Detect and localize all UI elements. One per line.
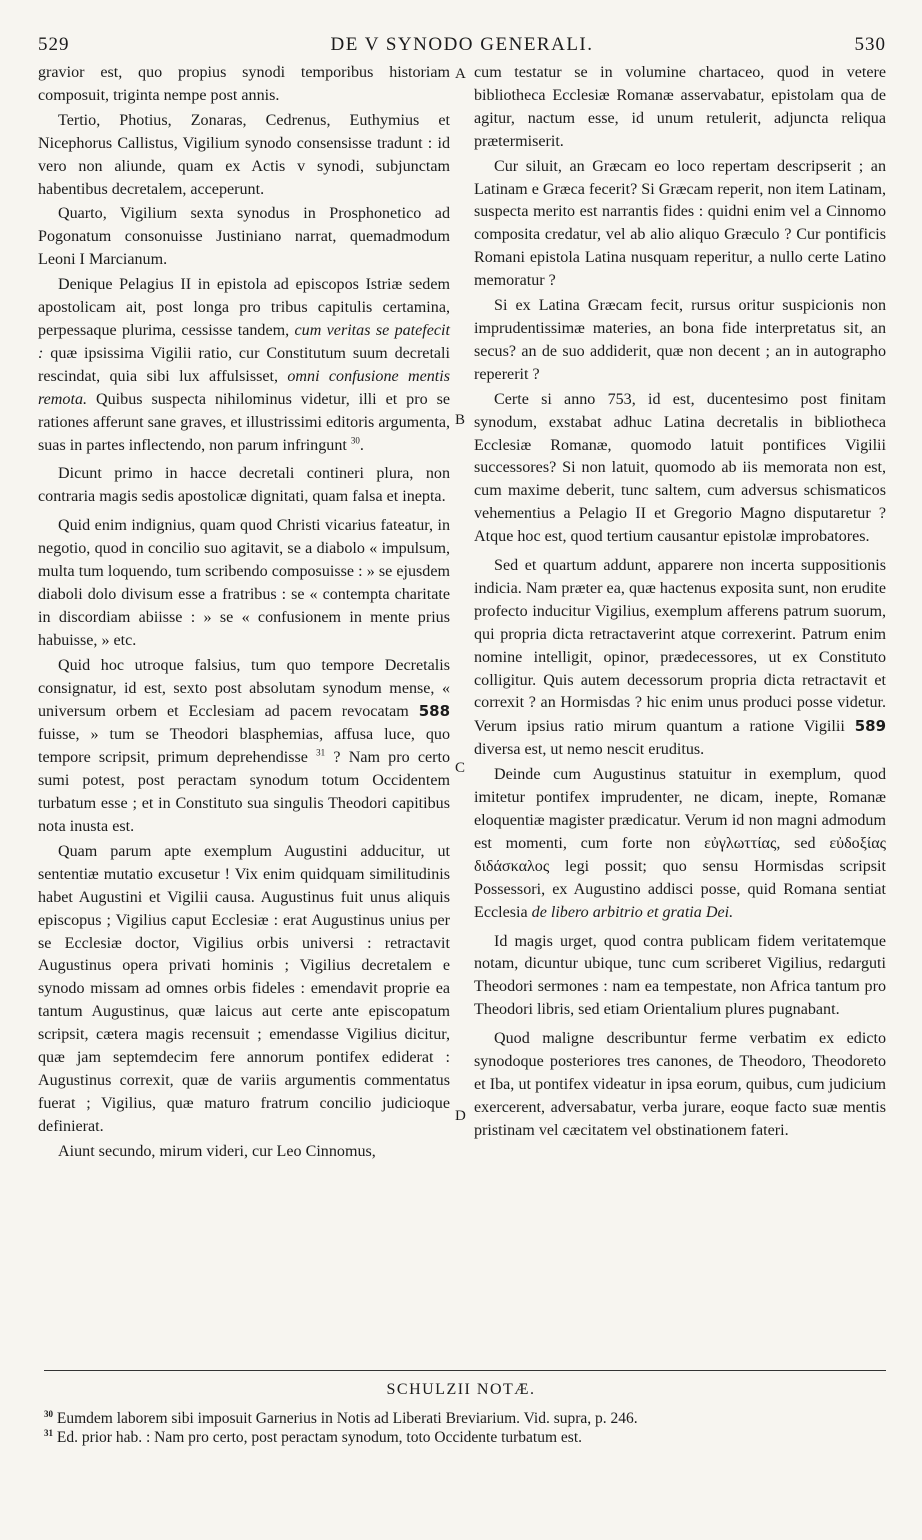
footnotes bbox=[44, 1409, 886, 1447]
footnote-ref[interactable]: 31 bbox=[316, 747, 326, 758]
footnote-number: 31 bbox=[44, 1428, 53, 1438]
text-run: Quibus suspecta nihilominus videtur, illi et pro se rationes afferunt sane graves, et illustrissimi editoris argumenta, suas in partes inflectendo, non parum infringunt bbox=[38, 390, 450, 454]
margin-marker-d: D bbox=[455, 1108, 466, 1124]
text-run: Sed et quartum addunt, apparere non incerta suppositionis indicia. Nam præter ea, quæ hactenus exposita sunt, non erudite profecto inducitur Vigilius, exemplum afferens patrum suorum, qui propria dicta retractaverint atque correxerint. Patrum enim nomine intelligit, opinor, prædecessores, ut ex Constituto colligitur. Quis autem decessorum propria dicta retractavit et correxit ? an Hormisdas ? hic enim unus produci posse videtur. Verum ipsius ratio mirum quantum a ratione Vigilii bbox=[474, 557, 886, 736]
footnote-30 bbox=[44, 1409, 886, 1428]
left-column bbox=[38, 62, 450, 1166]
footnote-ref[interactable]: 30 bbox=[350, 435, 360, 446]
italic-run: cum veritas se patefecit : bbox=[38, 321, 450, 362]
text-run: . bbox=[359, 436, 364, 454]
right-column bbox=[474, 62, 886, 1145]
paragraph bbox=[38, 655, 450, 839]
paragraph: Dicunt primo in hacce decretali contineri plura, non contraria magis sedis apostolicæ dignitati, quam falsa et inepta. bbox=[38, 465, 450, 506]
original-page-number: 588 bbox=[418, 702, 451, 721]
text-run: Quid hoc utroque falsius, tum quo tempore Decretalis consignatur, id est, sexto post absolutam synodum mense, « universum orbem et Ecclesiam ad pacem revocatam bbox=[38, 656, 450, 721]
paragraph: Id magis urget, quod contra publicam fidem veritatemque notam, dicuntur ubique, tunc cum scriberet Vigilius, redarguti Theodori sermones : nam ea tempestate, non Africa tantum pro Theodori libris, sed etiam Orientalium plures pugnabant. bbox=[474, 932, 886, 1019]
text-run: ? Nam pro certo sumi potest, post peractam synodum totum Occidentem turbatum esse ; et in Constituto sua singulis Theodori capitibus nota inusta est. bbox=[38, 749, 450, 835]
paragraph bbox=[38, 274, 450, 457]
paragraph: Certe si anno 753, id est, ducentesimo post finitam synodum, exstabat adhuc Latina decretalis in bibliotheca Ecclesiæ Romanæ, quomodo latuit pontifices Vigilii successores? Si non latuit, quomodo ab iis memorata non est, cum maxime deberit, tunc saltem, cum adversus schismaticos vehementius a Pelagio II et Gregorio Magno disputaretur ? Atque hoc est, quod tertium causantur epistolæ improbatores. bbox=[474, 390, 886, 546]
text-run: Denique Pelagius II in epistola ad episcopos Istriæ sedem apostolicam ait, post longa pro tribus capitulis certamina, perpessaque plurima, cessisse tandem, bbox=[38, 276, 450, 339]
paragraph bbox=[474, 555, 886, 762]
paragraph: Quam parum apte exemplum Augustini adducitur, ut sententiæ mutatio excusetur ! Vix enim quidquam similitudinis habet Augustini et Vigilii causa. Augustinus fuit unus aliquis episcopus ; Vigilius caput Ecclesiæ : erat Augustinus unius per se Ecclesiæ doctor, Vigilius orbis universi : retractavit Augustinus opera privati hominis ; Vigilius decretalem e synodo missam ad omnes orbis fideles : emendavit proprie ea tantum Augustinus, quæ laicus aut certe ante episcopatum scripsit, cætera magis recensuit ; emendasse Vigilius dicitur, quæ jam septemdecim fere annorum pontifex ediderat : Augustinus correxit, quæ de variis argumentis commentatus fuerat ; Vigilius, quæ maturo fratrum concilio judicioque definierat. bbox=[38, 842, 450, 1135]
text-run: legi possit; quo sensu Hormisdas scripsit Possessori, ex Augustino addisci posse, quid Romana sentiat Ecclesia bbox=[474, 857, 886, 921]
paragraph: Tertio, Photius, Zonaras, Cedrenus, Euthymius et Nicephorus Callistus, Vigilium synodo consensisse tradunt : id vero non aliunde, quam ex Actis v synodi, subjunctam habentibus decretalem, acceperunt. bbox=[38, 111, 450, 198]
paragraph: cum testatur se in volumine chartaceo, quod in vetere bibliotheca Ecclesiæ Romanæ asservabatur, epistolam qua de agitur, nactum esse, id unum retulerit, adjuncta reliqua prætermiserit. bbox=[474, 64, 886, 150]
page-number-left: 529 bbox=[38, 34, 70, 55]
footnote-31 bbox=[44, 1428, 886, 1447]
running-header bbox=[38, 34, 886, 56]
footnote-number: 30 bbox=[44, 1409, 53, 1419]
text-run: quæ ipsissima Vigilii ratio, cur Constitutum suum decretali rescindat, quia sibi lux affulsisset, bbox=[38, 344, 450, 385]
paragraph: Cur siluit, an Græcam eo loco repertam descripserit ; an Latinam e Græca fecerit? Si Græcam reperit, non item Latinam, suspecta merito est narrantis fides : quidni enim vel a Cinnomo composita credatur, vel ab alio aliquo Græculo ? Cur pontificis Romani epistola Latina nusquam reperitur, a nullo certe Latino memoratur ? bbox=[474, 157, 886, 290]
footnote-divider bbox=[44, 1370, 886, 1371]
margin-marker-a: A bbox=[455, 66, 466, 82]
paragraph: Quid enim indignius, quam quod Christi vicarius fateatur, in negotio, quod in concilio suo agitavit, se a diabolo « impulsum, multa tum loquendo, tum scribendo composuisse : » se ejusdem diaboli dolo divisum esse a fratribus : se « contempta charitate in discordiam abiisse : » se « confusionem in mente prius habuisse, » etc. bbox=[38, 517, 450, 649]
footnote-text: Ed. prior hab. : Nam pro certo, post peractam synodum, toto Occidente turbatum est. bbox=[56, 1429, 583, 1446]
italic-run: omni confusione mentis remota. bbox=[38, 367, 450, 408]
paragraph: Si ex Latina Græcam fecit, rursus oritur suspicionis non imprudentissimæ materies, an bona fide interpretatus sit, an secus? an de suo addiderit, quæ non decent ; an in autographo repererit ? bbox=[474, 297, 886, 383]
italic-run: de libero arbitrio et gratia Dei. bbox=[531, 903, 734, 921]
page-number-right: 530 bbox=[854, 34, 886, 55]
paragraph: gravior est, quo propius synodi temporibus historiam composuit, triginta nempe post annis. bbox=[38, 64, 450, 104]
text-run: diversa est, ut nemo nescit eruditus. bbox=[474, 741, 705, 759]
notes-title: SCHULZII NOTÆ. bbox=[386, 1381, 536, 1398]
text-run: fuisse, » tum se Theodori blasphemias, affusa luce, quo tempore scripsit, primum deprehendisse bbox=[38, 726, 450, 767]
original-page-number: 589 bbox=[854, 717, 887, 736]
text-run: Deinde cum Augustinus statuitur in exemplum, quod imitetur pontifex imprudenter, ne dicam, inepte, Romanæ eloquentiæ magister prædicatur. Verum id non magni admodum est momenti, cum forte non bbox=[474, 766, 886, 852]
paragraph bbox=[474, 764, 886, 924]
greek-run: εὐγλωττίας bbox=[704, 834, 777, 852]
footnote-text: Eumdem laborem sibi imposuit Garnerius in Notis ad Liberati Breviarium. Vid. supra, p. 246. bbox=[56, 1410, 638, 1427]
paragraph: Aiunt secundo, mirum videri, cur Leo Cinnomus, bbox=[58, 1142, 376, 1160]
margin-marker-b: B bbox=[455, 412, 466, 428]
margin-marker-c: C bbox=[455, 760, 466, 776]
text-run: , sed bbox=[776, 834, 816, 852]
paragraph: Quarto, Vigilium sexta synodus in Prosphonetico ad Pogonatum consonuisse Justiniano narrat, quemadmodum Leoni I Marcianum. bbox=[38, 205, 450, 269]
greek-run: εὐδοξίας διδάσκαλος bbox=[474, 834, 887, 875]
paragraph: Quod maligne describuntur ferme verbatim ex edicto synodoque posteriores tres canones, de Theodoro, Theodoreto et Iba, ut pontifex videatur in ipsa eorum, quibus, cum judicium exercerent, adversabatur, verba jurare, eoque facto suæ mentis pristinam vel cæcitatem vel obstinationem fateri. bbox=[474, 1030, 886, 1139]
running-title: DE V SYNODO GENERALI. bbox=[330, 34, 594, 55]
